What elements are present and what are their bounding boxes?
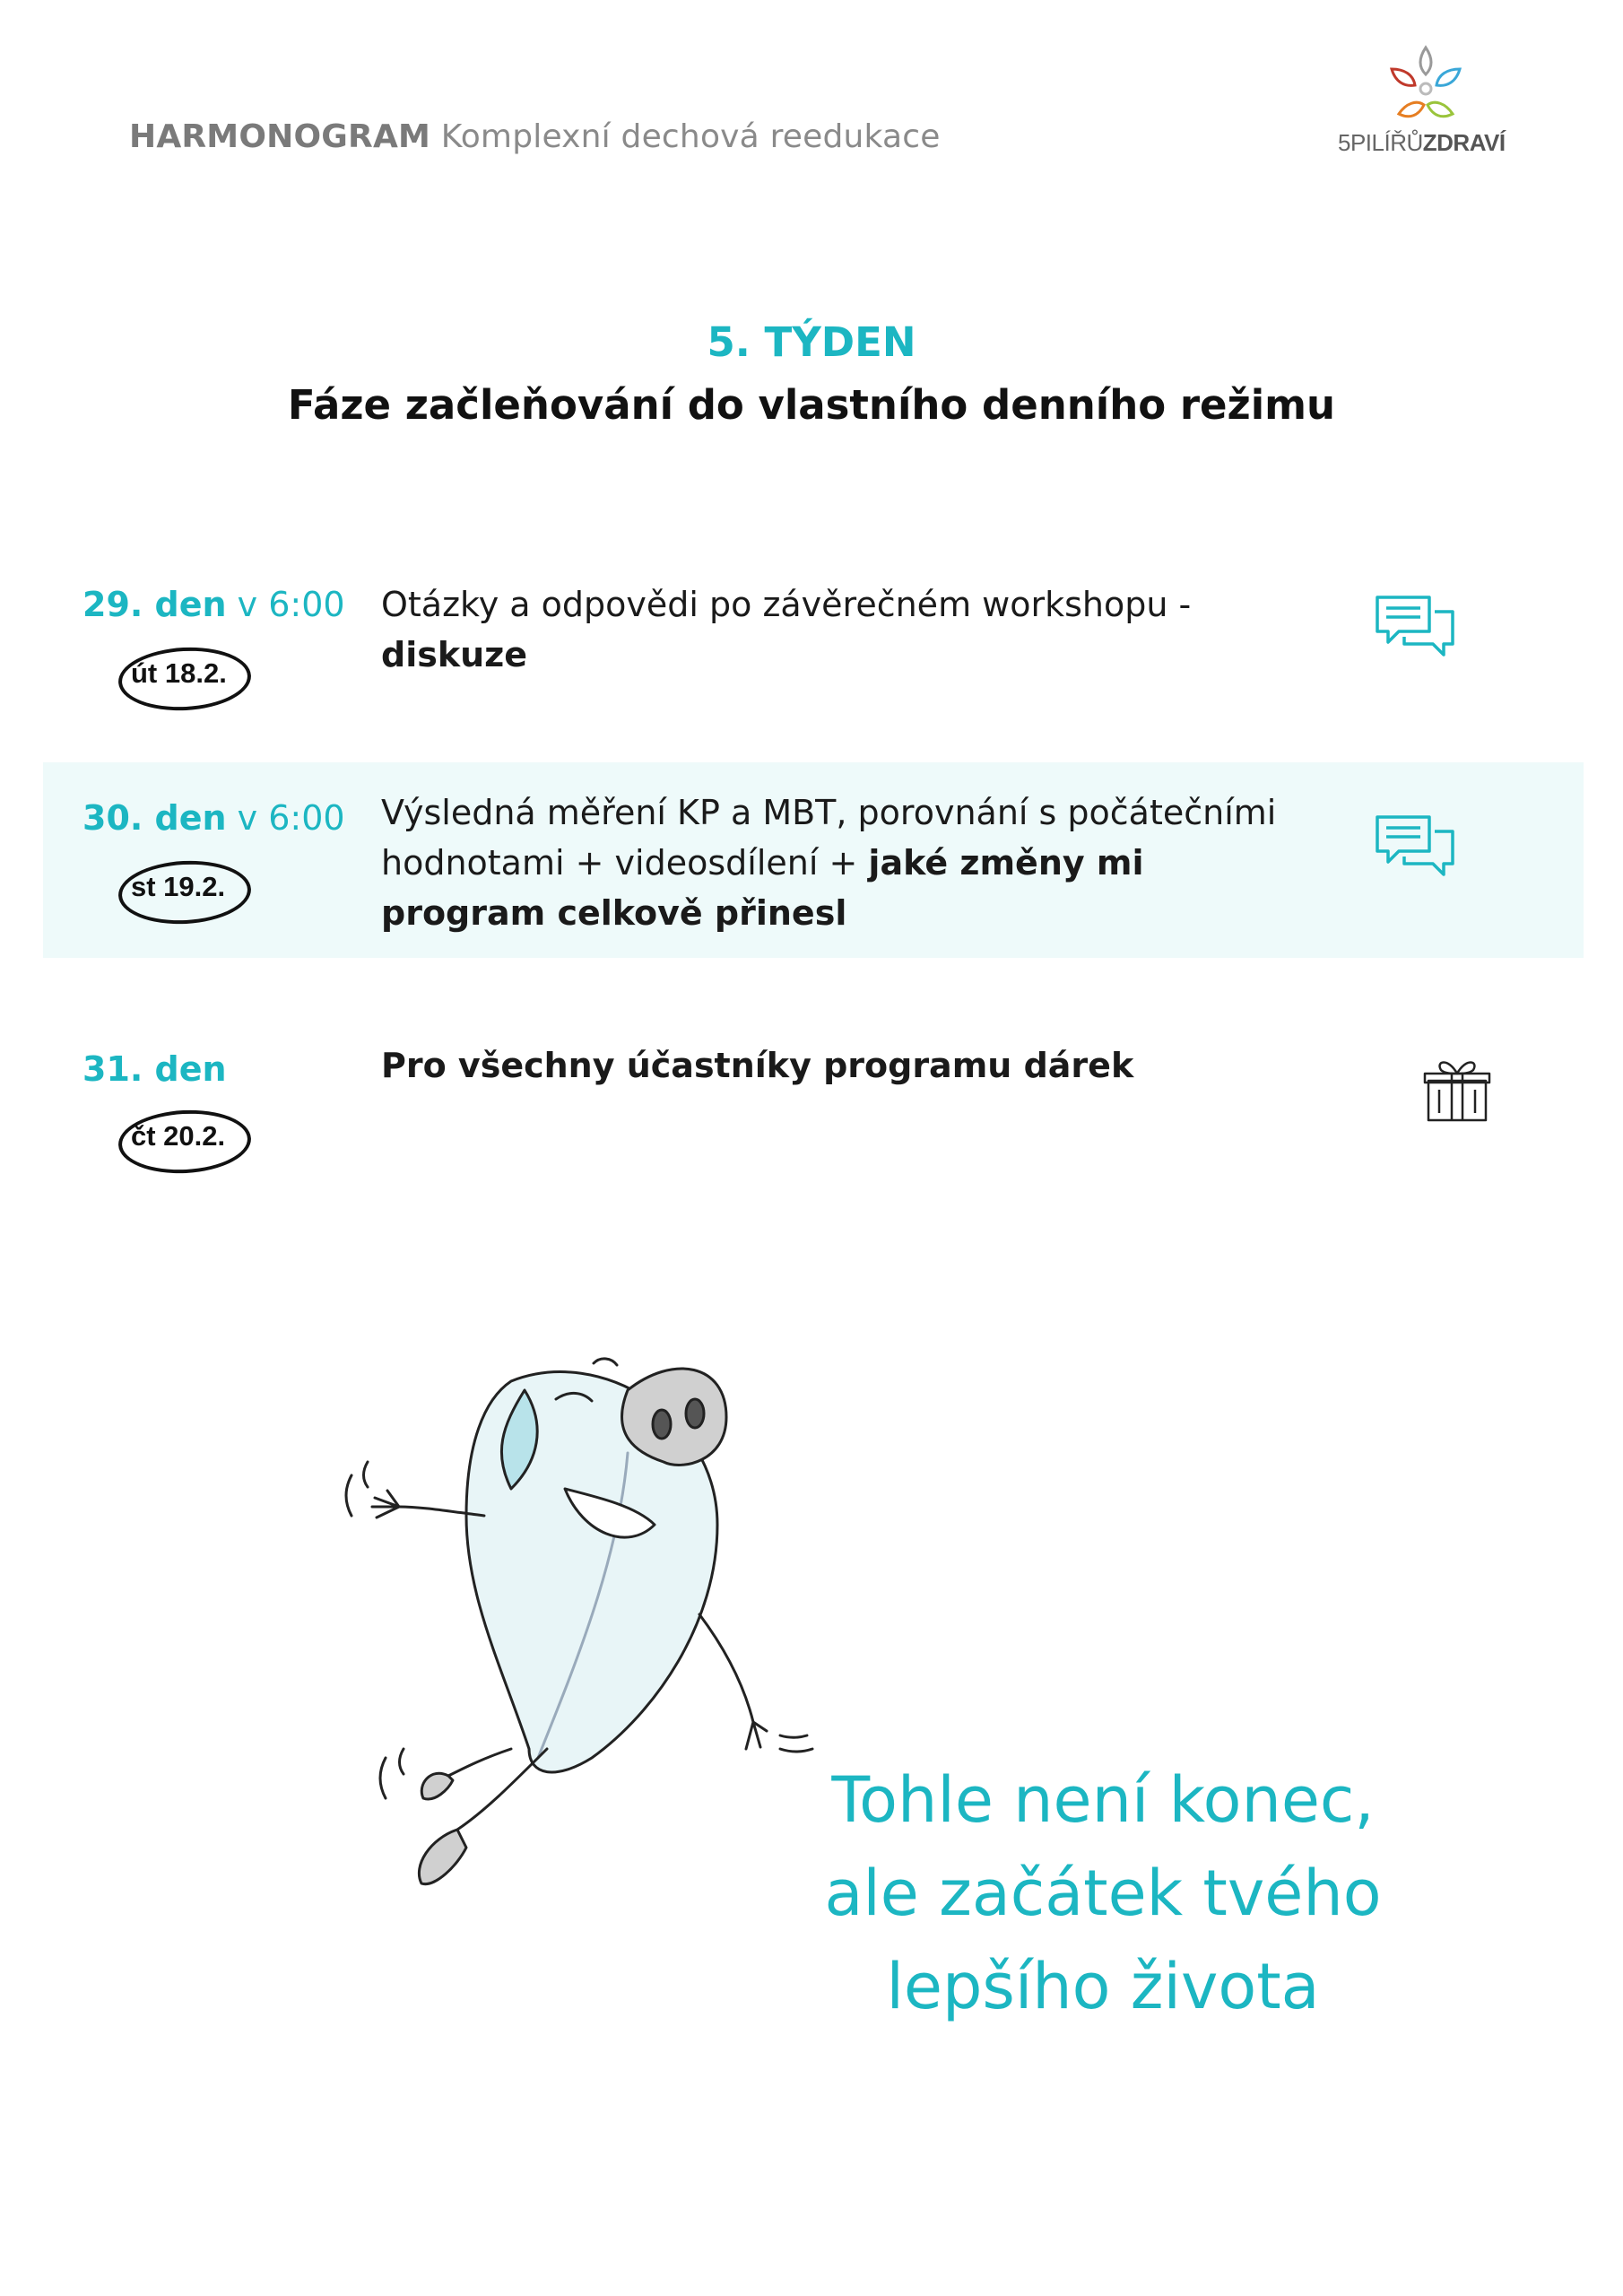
activity-text: Otázky a odpovědi po závěrečném workshopu -: [381, 585, 1192, 624]
activity-text-bold: Pro všechny účastníky programu dárek: [381, 1046, 1134, 1085]
day-label: [82, 1049, 227, 1089]
chat-bubbles-icon: [1372, 592, 1458, 664]
activity-text-bold: diskuze: [381, 635, 528, 674]
feather-mascot-illustration: [332, 1327, 852, 1937]
activity-description: [381, 579, 1278, 680]
date-text: st 19.2.: [131, 871, 226, 902]
phase-title: Fáze začleňování do vlastního denního režimu: [287, 381, 1336, 429]
activity-text-bold: jaké změny mi program celkově přinesl: [381, 843, 1144, 933]
chat-bubbles-icon: [1372, 812, 1458, 883]
activity-description: [381, 1040, 1278, 1091]
header-title-bold: HARMONOGRAM: [129, 118, 431, 155]
day-time: v 6:00: [237, 798, 345, 838]
gift-icon: [1421, 1054, 1493, 1126]
closing-line-1: Tohle není konec,: [831, 1763, 1375, 1837]
closing-line-3: lepšího života: [886, 1950, 1320, 2023]
closing-line-2: ale začátek tvého: [824, 1857, 1382, 1930]
logo-wordmark: [1338, 129, 1506, 157]
day-label: [82, 585, 345, 624]
day-time: v 6:00: [237, 585, 345, 624]
date-text: čt 20.2.: [131, 1120, 226, 1152]
logo-brand: ZDRAVÍ: [1422, 129, 1506, 156]
day-number: 31. den: [82, 1049, 227, 1089]
document-header: [129, 118, 941, 155]
day-number: 30. den: [82, 798, 227, 838]
activity-description: [381, 787, 1278, 938]
closing-message: [789, 1753, 1417, 2033]
day-number: 29. den: [82, 585, 227, 624]
header-title-rest: Komplexní dechová reedukace: [440, 118, 941, 155]
logo-prefix: 5PILÍŘŮ: [1338, 129, 1423, 156]
week-title: 5. TÝDEN: [707, 318, 916, 366]
activity-text: Výsledná měření KP a MBT, porovnání s počátečními hodnotami + videosdílení +: [381, 793, 1277, 883]
day-label: [82, 798, 345, 838]
date-text: út 18.2.: [131, 657, 227, 689]
